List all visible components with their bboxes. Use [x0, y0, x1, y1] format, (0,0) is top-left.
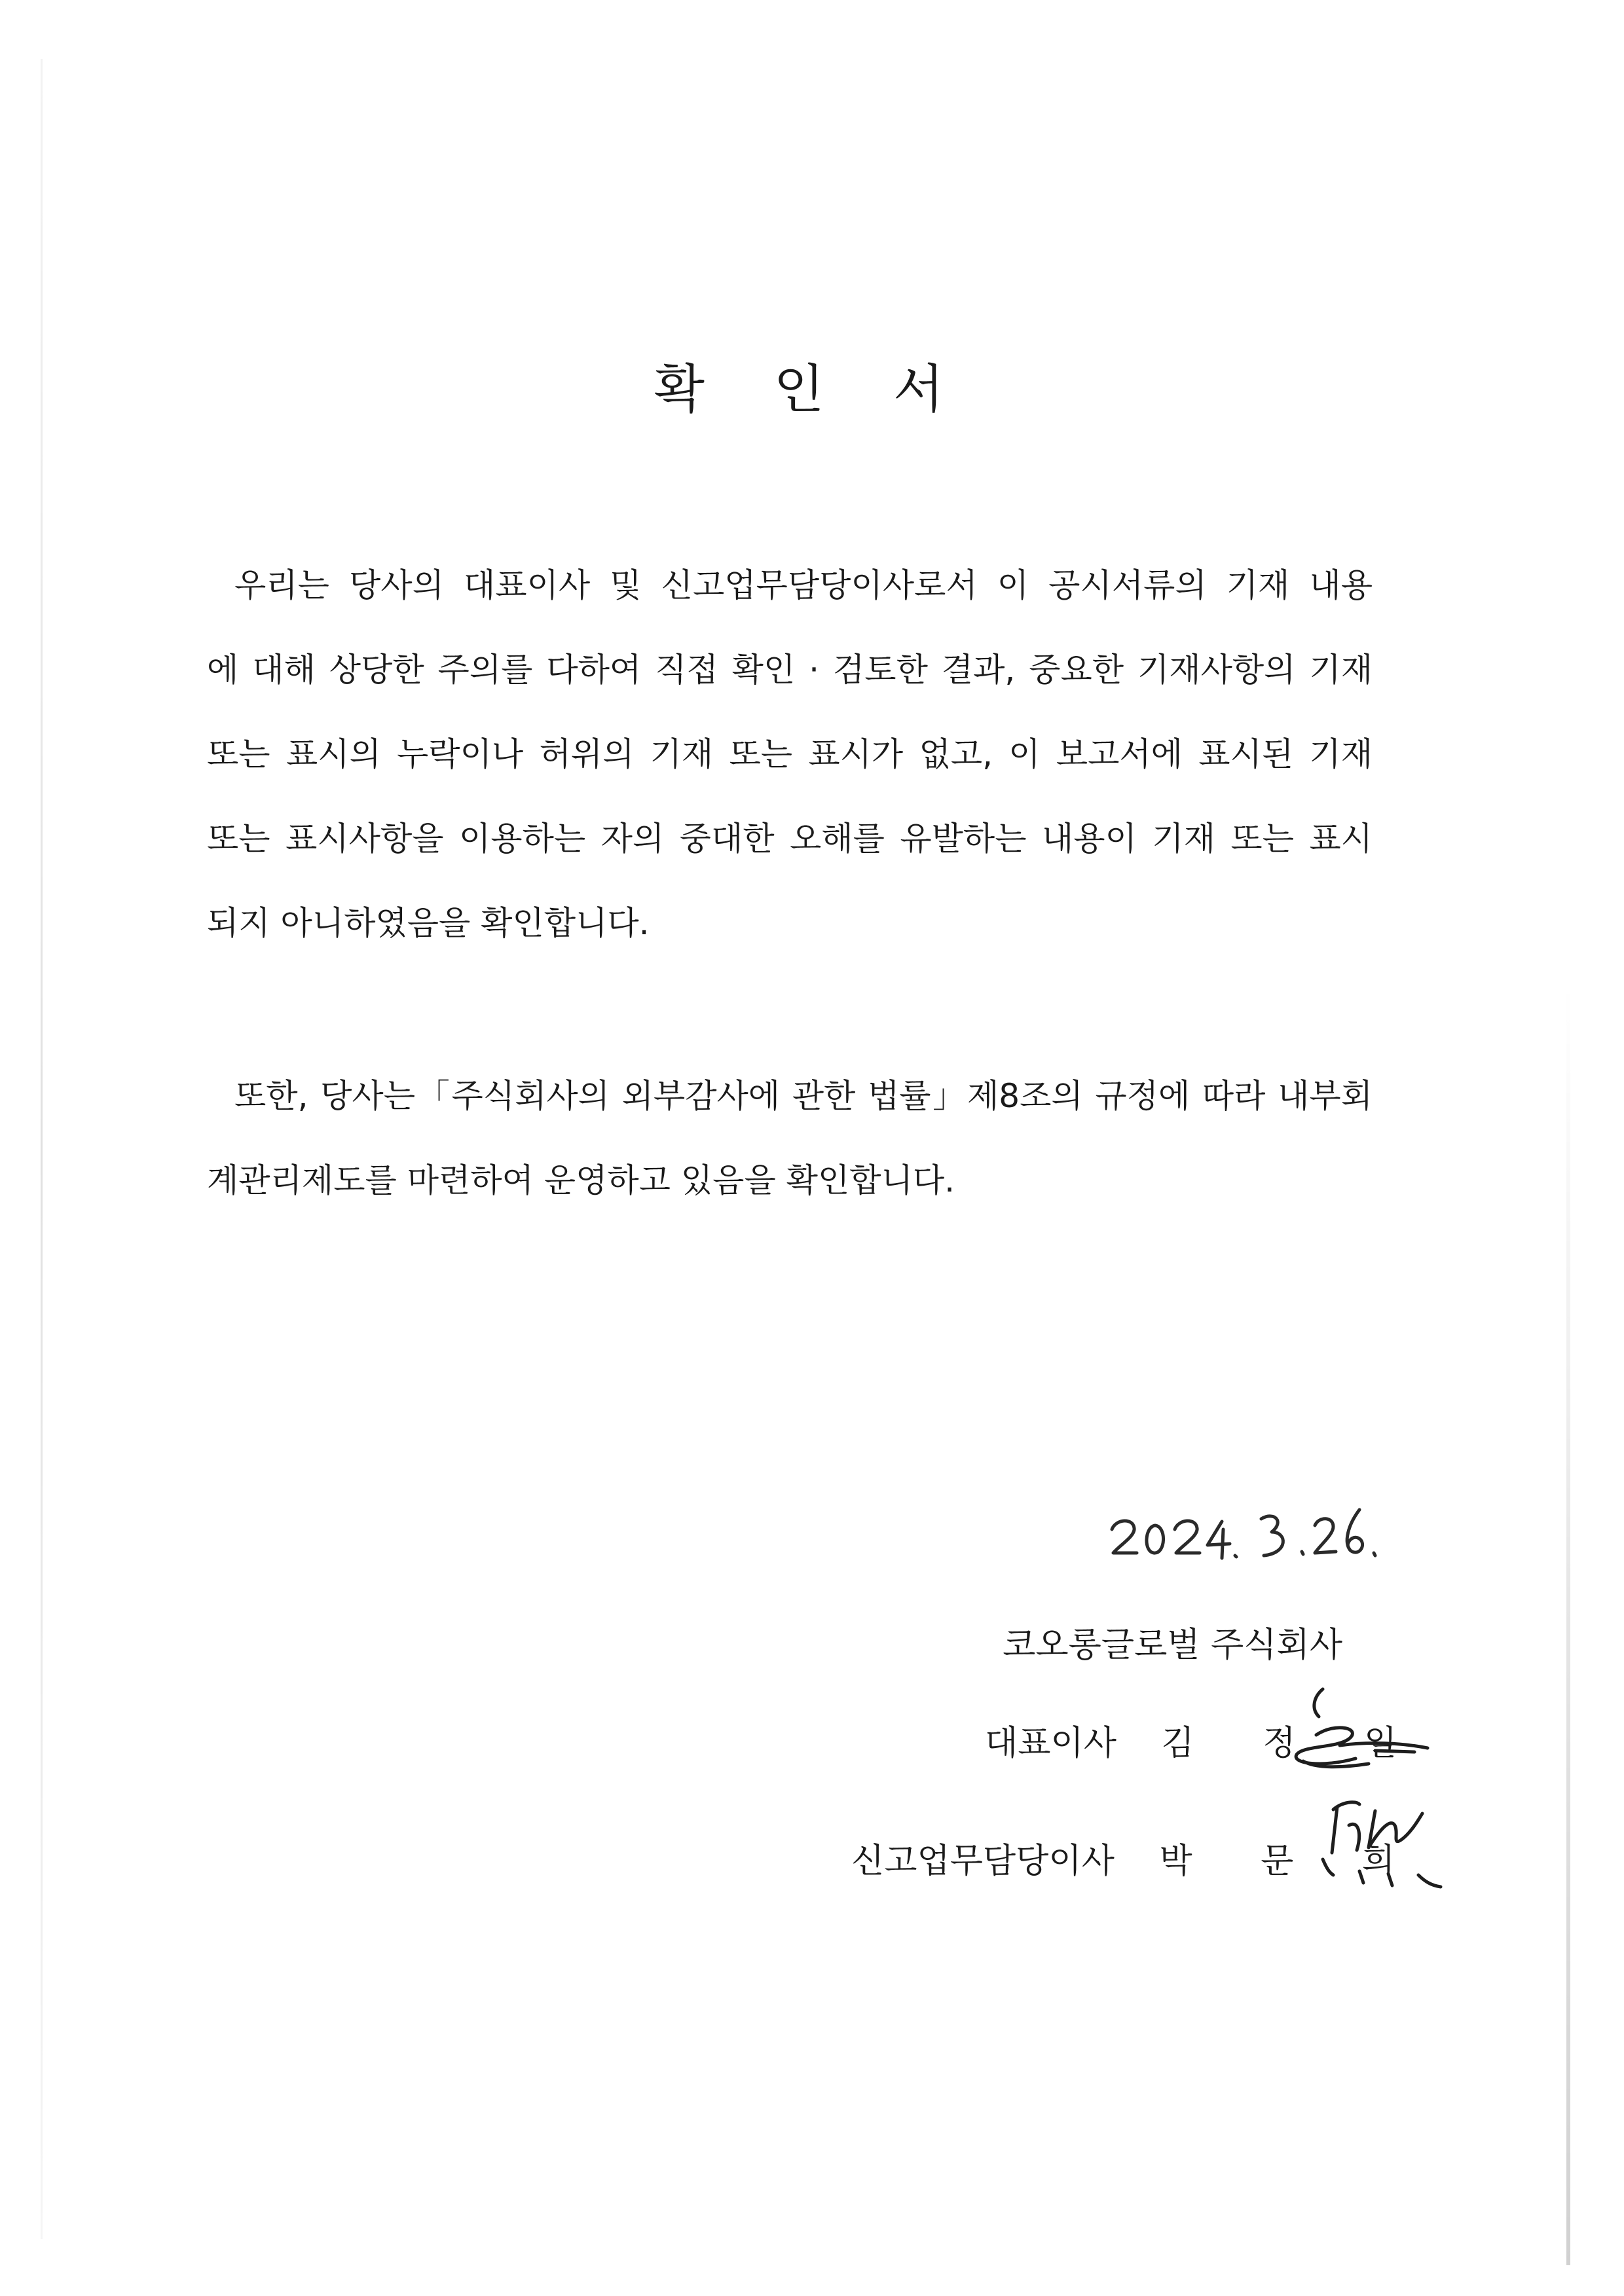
- confirmation-paragraph: [207, 543, 1373, 966]
- paragraph-line: 우리는 당사의 대표이사 및 신고업무담당이사로서 이 공시서류의 기재 내용: [234, 566, 1373, 604]
- handwritten-date: [1107, 1493, 1382, 1571]
- scan-edge-right: [1566, 982, 1570, 2265]
- signatory-name: 박 문 희: [1159, 1842, 1424, 1881]
- signatory-role: 신고업무담당이사: [851, 1842, 1115, 1881]
- paragraph-line: 또는 표시사항을 이용하는 자의 중대한 오해를 유발하는 내용이 기재 또는 표시: [207, 820, 1373, 858]
- signatory-role: 대표이사: [985, 1724, 1116, 1763]
- paragraph-line: 에 대해 상당한 주의를 다하여 직접 확인 · 검토한 결과, 중요한 기재사항의 기재: [207, 651, 1373, 689]
- internal-control-paragraph: [207, 1054, 1373, 1223]
- document-title: 확 인 서: [654, 359, 970, 420]
- company-name: 코오롱글로벌 주식회사: [1003, 1626, 1342, 1665]
- paragraph-line: 또한, 당사는「주식회사의 외부감사에 관한 법률」제8조의 규정에 따라 내부회: [234, 1077, 1373, 1115]
- ceo-signature: [1277, 1683, 1447, 1794]
- reporting-officer-signature: [1303, 1787, 1460, 1905]
- paragraph-line: 계관리제도를 마련하여 운영하고 있음을 확인합니다.: [207, 1161, 955, 1199]
- paragraph-line: 또는 표시의 누락이나 허위의 기재 또는 표시가 없고, 이 보고서에 표시된 기재: [207, 735, 1373, 773]
- paragraph-line: 되지 아니하였음을 확인합니다.: [207, 904, 650, 942]
- signatory-name: 김 정 일: [1161, 1724, 1426, 1763]
